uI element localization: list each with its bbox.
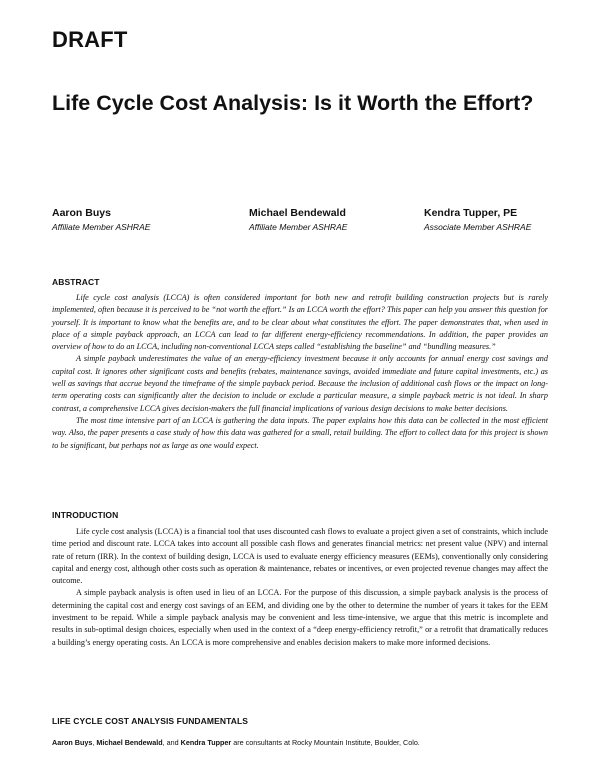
abstract-paragraph: Life cycle cost analysis (LCCA) is often considered important for both new and retrofit building construction projects but is rarely implemented, often because it is perceived to be “not worth the effort.” Is an LCCA worth the effort? This paper can help you answer this question for yourself. It is important to know what the benefits are, and to be clear about what constitutes the effort. The paper demonstrates that, when used in place of a simple payback approach, an LCCA can lead to far different energy-efficiency recommendations. In addition, the paper provides an overview of how to do an LCCA, including non-conventional LCCA steps called “establishing the baseline” and “bundling measures.” — [52, 293, 548, 352]
footnote — [52, 738, 552, 747]
author-affiliation: Affiliate Member ASHRAE — [52, 222, 151, 232]
author-affiliation: Affiliate Member ASHRAE — [249, 222, 348, 232]
author-name: Michael Bendewald — [249, 207, 346, 219]
author-name: Kendra Tupper, PE — [424, 207, 518, 219]
author-name: Aaron Buys — [52, 207, 111, 219]
footnote-author: Aaron Buys — [52, 738, 93, 747]
author-block — [424, 207, 531, 234]
introduction-paragraph: Life cycle cost analysis (LCCA) is a financial tool that uses discounted cash flows to evaluate a project given a set of constraints, which include time period and discount rate. LCCA takes into account all possible cash flows and generates financial metrics: net present value (NPV) and internal rate of return (IRR). In the context of building design, LCCA is used to evaluate energy efficiency measures (EEMs), conventionally only considering capital and energy cost, although other costs such as operation & maintenance, rebates or incentives, or even projected revenue changes may affect the outcome. — [52, 527, 548, 586]
introduction-paragraph: A simple payback analysis is often used in lieu of an LCCA. For the purpose of this discussion, a simple payback analysis is the process of determining the capital cost and energy cost savings of an EEM, and dividing one by the other to determine the number of years it takes for the EEM investment to be repaid. While a simple payback analysis may be convenient and less time-intensive, we argue that this metric is incomplete and results in sub-optimal design choices, especially when used in the context of a “deep energy-efficiency retrofit,” or a retrofit that dramatically reduces a building’s energy operating costs. An LCCA is more comprehensive and enables decision makers to make more informed decisions. — [52, 588, 548, 647]
abstract-body — [52, 292, 548, 452]
abstract-heading: ABSTRACT — [52, 277, 100, 287]
footnote-separator: , and — [162, 738, 181, 747]
abstract-paragraph: The most time intensive part of an LCCA is gathering the data inputs. The paper explains how this data can be collected in the most efficient way. Also, the paper presents a case study of how this data was gathered for a small, retail building. The effort to collect data for this project is shown to be significant, but perhaps not as large as one would expect. — [52, 415, 548, 450]
author-block — [52, 207, 150, 234]
author-affiliation: Associate Member ASHRAE — [424, 222, 532, 232]
introduction-body — [52, 526, 548, 649]
footnote-author: Kendra Tupper — [180, 738, 232, 747]
footnote-separator: , — [92, 738, 97, 747]
author-block — [249, 207, 347, 234]
paper-title: Life Cycle Cost Analysis: Is it Worth the Effort? — [52, 91, 534, 115]
fundamentals-heading: LIFE CYCLE COST ANALYSIS FUNDAMENTALS — [52, 716, 249, 726]
abstract-paragraph: A simple payback underestimates the value of an energy-efficiency investment because it only accounts for annual energy cost savings and capital cost. It ignores other significant costs and benefits (rebates, maintenance savings, avoided immediate and future capital investments, etc.) as well as savings that accrue beyond the timeframe of the simple payback period. Because the inclusion of additional cash flows or the impact on long-term operating costs can significantly alter the decision to include or exclude a particular measure, a simple payback metric is not ideal. In sharp contrast, a comprehensive LCCA gives decision-makers the full financial implications of various design decisions to make better decisions. — [52, 354, 548, 413]
introduction-heading: INTRODUCTION — [52, 510, 119, 520]
footnote-text: are consultants at Rocky Mountain Institute, Boulder, Colo. — [231, 738, 420, 747]
footnote-author: Michael Bendewald — [96, 738, 163, 747]
draft-label: DRAFT — [52, 27, 128, 52]
